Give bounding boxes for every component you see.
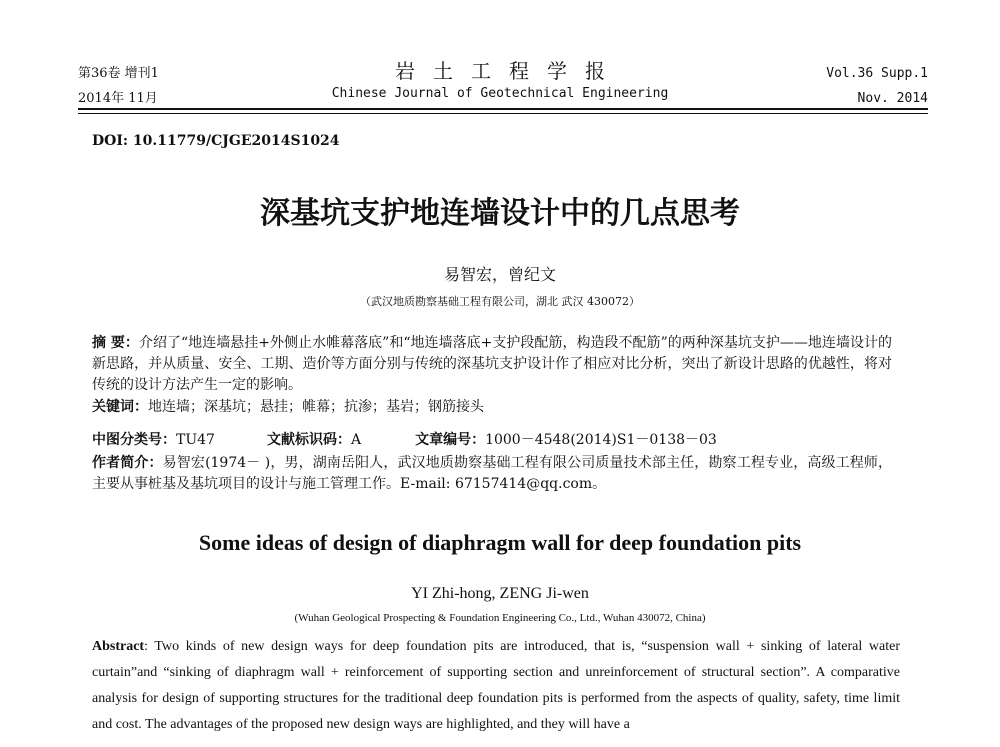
header-date-en: Nov. 2014	[857, 91, 928, 106]
header-volume-cn: 第36卷 增刊1	[78, 66, 159, 81]
paper-title-en: Some ideas of design of diaphragm wall for deep foundation pits	[198, 530, 802, 555]
header-rule-thin	[78, 113, 928, 114]
affiliation-en: (Wuhan Geological Prospecting & Foundation Engineering Co., Ltd., Wuhan 430072, China)	[294, 612, 706, 624]
keywords-cn	[92, 397, 892, 418]
article-number-value: 1000－4548(2014)S1－0138－03	[485, 432, 717, 448]
classification-line	[92, 429, 717, 449]
author-bio-label: 作者简介：	[92, 455, 163, 471]
header-rule-thick	[78, 108, 928, 110]
clc-label: 中图分类号：	[92, 432, 176, 448]
abstract-en-text: : Two kinds of new design ways for deep foundation pits are introduced, that is, “suspension wall + sinking of lateral water curtain”and “sinking of diaphragm wall + reinforcement of supporting section and unreinforcement of structural section”. A comparative analysis for design of supporting structures for the traditional deep foundation pits is performed from the aspects of quality, safety, time limit and cost. The advantages of the proposed new design ways are highlighted, and they will have a	[92, 639, 900, 732]
author-bio	[92, 453, 892, 495]
header-date-cn: 2014年 11月	[78, 91, 158, 106]
header-issue-en	[826, 61, 928, 111]
paper-title-cn: 深基坑支护地连墙设计中的几点思考	[260, 196, 740, 231]
keywords-cn-text: 地连墙；深基坑；悬挂；帷幕；抗渗；基岩；钢筋接头	[148, 399, 484, 415]
abstract-en	[92, 634, 900, 738]
keywords-cn-label: 关键词：	[92, 399, 148, 415]
author-bio-text: 易智宏(1974－ )，男，湖南岳阳人，武汉地质勘察基础工程有限公司质量技术部主任，勘察工程专业，高级工程师，主要从事桩基及基坑项目的设计与施工管理工作。E-mail: 67157414@qq.com。	[92, 455, 893, 492]
affiliation-cn: （武汉地质勘察基础工程有限公司，湖北 武汉 430072）	[360, 295, 640, 308]
doc-code-value: A	[350, 432, 362, 448]
authors-en: YI Zhi-hong, ZENG Ji-wen	[411, 585, 589, 602]
doc-code-label: 文献标识码：	[266, 432, 351, 448]
authors-cn: 易智宏，曾纪文	[443, 265, 556, 284]
clc-value: TU47	[176, 432, 215, 448]
header-volume-en: Vol.36 Supp.1	[826, 66, 928, 81]
abstract-cn-text: 介绍了“地连墙悬挂+外侧止水帷幕落底”和“地连墙落底+支护段配筋，构造段不配筋”的两种深基坑支护——地连墙设计的新思路，并从质量、安全、工期、造价等方面分别与传统的深基坑支护设计作了相应对比分析，突出了新设计思路的优越性，将对传统的设计方法产生一定的影响。	[92, 335, 893, 393]
journal-title-cn: 岩土工程学报	[395, 59, 623, 83]
abstract-cn-label: 摘 要：	[92, 335, 139, 351]
abstract-en-label: Abstract	[92, 639, 145, 654]
doi: DOI: 10.11779/CJGE2014S1024	[92, 133, 340, 149]
article-number-label: 文章编号：	[415, 432, 486, 448]
journal-title-en: Chinese Journal of Geotechnical Engineering	[331, 86, 669, 101]
abstract-cn	[92, 333, 892, 396]
